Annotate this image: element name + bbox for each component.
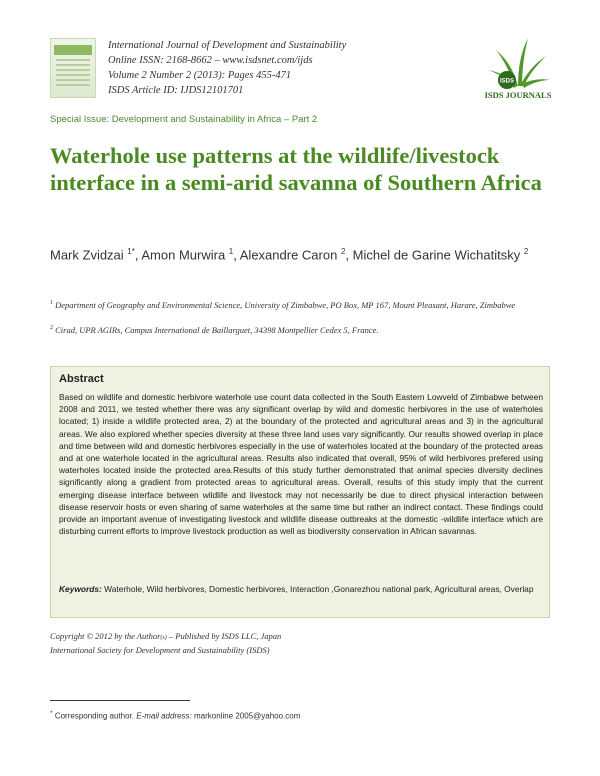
abstract-text: Based on wildlife and domestic herbivore waterhole use count data collected in the South Eastern Lowveld of Zimbabwe between 2008 and 2011, we tested whether there was any significant overlap by wild and domestic herbivores in the use of waterholes located; 1) inside a wildlife protected area, 2) at the boundary of the protected and agricultural areas and 3) in the agricultural areas. We also explored whether species diversity at these three land uses vary significantly. Our results showed overlap in place and time between wild and domestic herbivores especially in the use of waterholes located at the boundary of the protected areas and at one waterhole located in the agricultural areas. Results also indicated that overall, 95% of wild herbivores prefered using waterholes located inside the protected area.Results of this study further demonstrated that animal species diversity declines significantly along a gradient from protected areas to agricultural areas. Overall, results of this study imply that the current emerging disease interface between wildlife and livestock may not necessarily be due to direct physical interaction between disease reservoir hosts or even sharing of same waterholes at the same time but rather an indirect contact. These findings could provide an important avenue of investigating livestock and wildlife disease outbreaks at the domestic -wildlife interface which are disturbing current efforts to improve livestock production as well as biodiversity conservation in African savannas.: [59, 392, 543, 537]
affiliation-1: [50, 298, 550, 311]
copyright-publisher: – Published by ISDS LLC, Japan: [166, 631, 282, 641]
author-affiliation-mark: 1*: [127, 247, 135, 256]
author-name[interactable]: Michel de Garine Wichatitsky: [352, 247, 524, 263]
affiliation-text: Department of Geography and Environmental Science, University of Zimbabwe, PO Box, MP 167, Mount Pleasant, Harare, Zimbabwe: [53, 299, 516, 310]
abstract-heading: Abstract: [59, 373, 104, 385]
author-name[interactable]: Alexandre Caron: [239, 247, 341, 263]
corresponding-author-footnote: [50, 710, 300, 721]
keywords-list: Waterhole, Wild herbivores, Domestic herbivores, Interaction ,Gonarezhou national park, Agricultural areas, Overlap: [101, 584, 534, 594]
article-title: Waterhole use patterns at the wildlife/livestock interface in a semi-arid savanna of Southern Africa: [50, 143, 542, 195]
email-label: E-mail address:: [136, 711, 192, 721]
author-affiliation-mark: 1: [228, 247, 234, 256]
affiliation-2: [50, 323, 550, 336]
author-separator: ,: [134, 247, 142, 263]
copyright-line-2: International Society for Development and Sustainability (ISDS): [50, 645, 270, 655]
copyright-notice: [50, 630, 281, 656]
footnote-label: Corresponding author.: [52, 711, 137, 721]
cover-lines: [56, 59, 90, 89]
journal-info: [108, 38, 346, 98]
abstract-box: [50, 366, 550, 618]
author-separator: ,: [233, 247, 240, 263]
footnote-divider: [50, 700, 190, 701]
footnote-mark: *: [50, 710, 53, 717]
affiliation-text: Cirad, UPR AGIRs, Campus International de Baillarguet, 34398 Montpellier Cedex 5, France.: [53, 324, 379, 335]
journal-cover-thumbnail: [50, 38, 96, 98]
author-affiliation-mark: 2: [340, 247, 346, 256]
copyright-line-1: [50, 630, 281, 644]
special-issue-label: Special Issue: Development and Sustainability in Africa – Part 2: [50, 114, 318, 125]
author-affiliation-mark: 2: [523, 247, 529, 256]
author-name[interactable]: Amon Murwira: [141, 247, 229, 263]
affiliation-mark: 1: [50, 300, 53, 306]
author-name[interactable]: Mark Zvidzai: [50, 247, 128, 263]
author-separator: ,: [345, 247, 353, 263]
copyright-author-suffix: (s): [160, 635, 167, 641]
copyright-text: Copyright © 2012 by the Author: [50, 631, 161, 641]
email-address[interactable]: markonline 2005@yahoo.com: [191, 711, 301, 721]
journal-article-id: ISDS Article ID: IJDS12101701: [108, 85, 244, 96]
affiliation-mark: 2: [50, 325, 53, 331]
journal-name: International Journal of Development and Sustainability: [108, 40, 347, 51]
logo-caption: ISDS JOURNALS: [484, 90, 552, 100]
svg-text:ISDS: ISDS: [499, 78, 515, 85]
journal-volume: Volume 2 Number 2 (2013): Pages 455-471: [108, 70, 292, 81]
cover-band: [54, 45, 92, 55]
journal-issn: Online ISSN: 2168-8662 – www.isdsnet.com/ijds: [108, 55, 313, 66]
keywords: [59, 583, 543, 595]
keywords-label: Keywords:: [59, 584, 102, 594]
author-list: [50, 242, 550, 264]
